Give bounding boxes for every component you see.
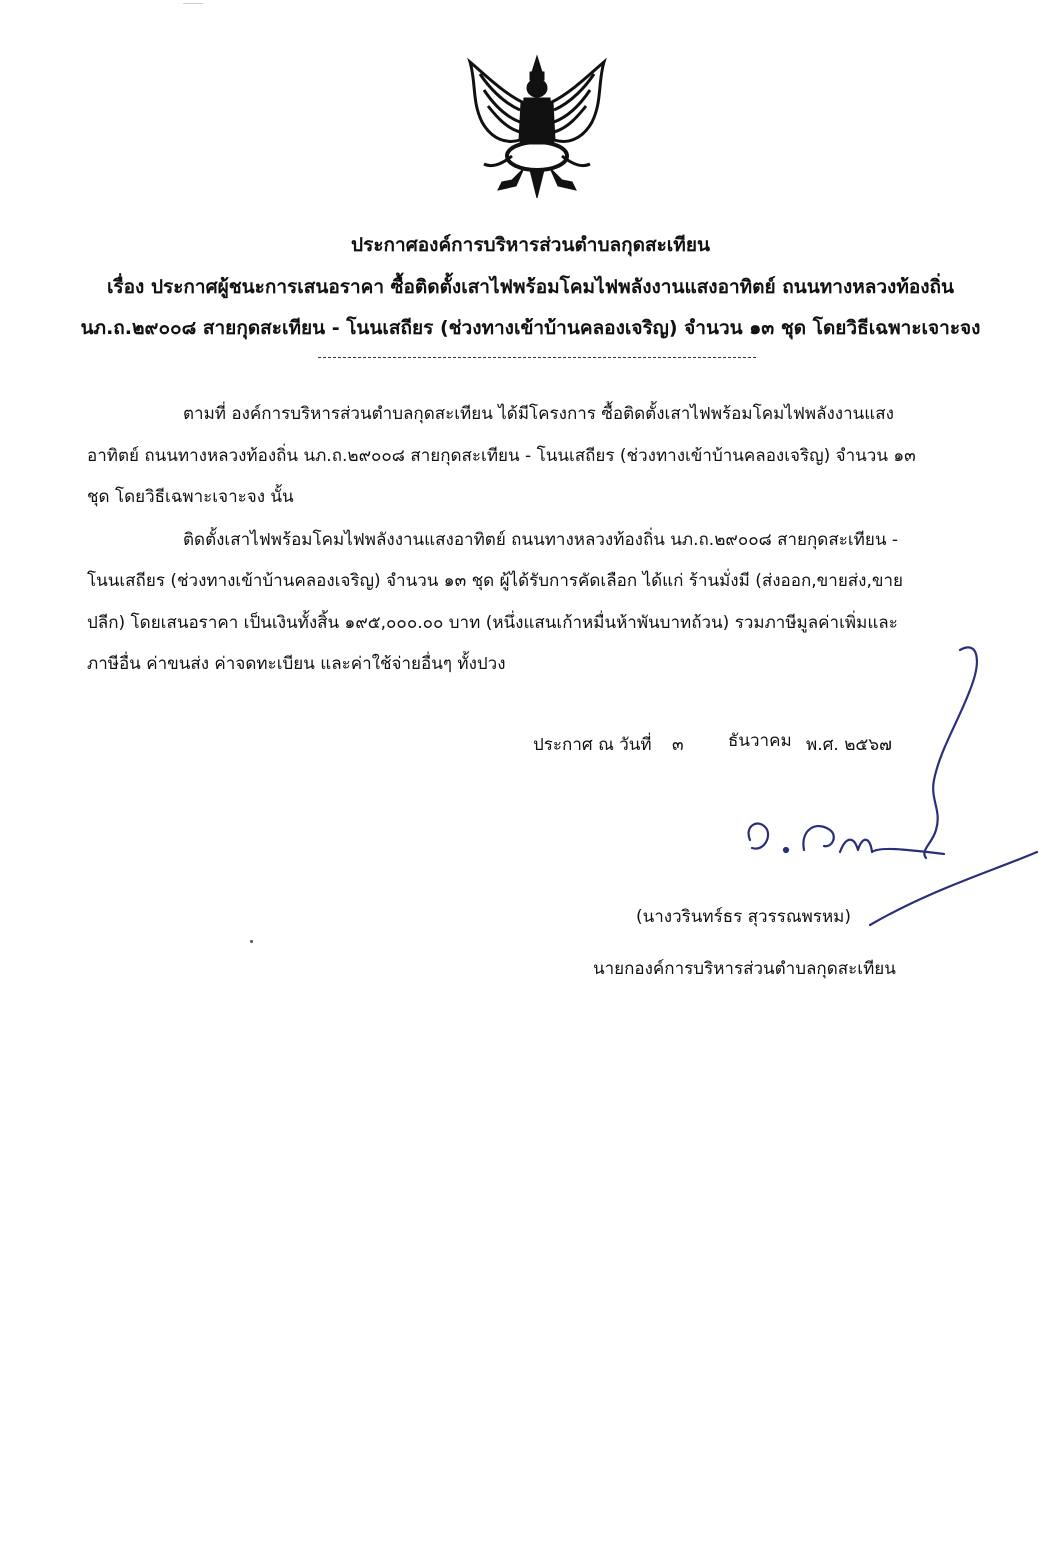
signatory-position: นายกองค์การบริหารส่วนตำบลกุดสะเทียน <box>593 959 896 979</box>
garuda-emblem-icon <box>462 52 612 202</box>
paragraph-1-line-1: ตามที่ องค์การบริหารส่วนตำบลกุดสะเทียน ได้มีโครงการ ซื้อติดตั้งเสาไฟพร้อมโคมไฟพลังงานแสง <box>183 404 894 424</box>
date-prefix: ประกาศ ณ วันที่ <box>533 735 652 755</box>
date-year: พ.ศ. ๒๕๖๗ <box>806 735 892 755</box>
scan-speck <box>183 3 203 4</box>
scan-speck <box>250 940 253 943</box>
paragraph-2-line-1: ติดตั้งเสาไฟพร้อมโคมไฟพลังงานแสงอาทิตย์ ถนนทางหลวงท้องถิ่น นภ.ถ.๒๙๐๐๘ สายกุดสะเทียน - <box>183 530 898 550</box>
handwritten-signature <box>720 640 1061 930</box>
header-divider <box>318 357 756 358</box>
paragraph-2-line-4: ภาษีอื่น ค่าขนส่ง ค่าจดทะเบียน และค่าใช้จ่ายอื่นๆ ทั้งปวง <box>87 654 506 674</box>
signatory-name: (นางวรินทร์ธร สุวรรณพรหม) <box>636 907 851 927</box>
date-month: ธันวาคม <box>728 731 792 751</box>
paragraph-1-line-3: ชุด โดยวิธีเฉพาะเจาะจง นั้น <box>87 487 294 507</box>
paragraph-1-line-2: อาทิตย์ ถนนทางหลวงท้องถิ่น นภ.ถ.๒๙๐๐๘ สายกุดสะเทียน - โนนเสถียร (ช่วงทางเข้าบ้านคลองเจริญ) จำนวน ๑๓ <box>87 446 916 466</box>
announcement-title: ประกาศองค์การบริหารส่วนตำบลกุดสะเทียน <box>351 234 710 256</box>
announcement-subject-continued: นภ.ถ.๒๙๐๐๘ สายกุดสะเทียน - โนนเสถียร (ช่วงทางเข้าบ้านคลองเจริญ) จำนวน ๑๓ ชุด โดยวิธีเฉพาะเจาะจง <box>80 317 981 339</box>
date-day: ๓ <box>672 735 684 755</box>
paragraph-2-line-2: โนนเสถียร (ช่วงทางเข้าบ้านคลองเจริญ) จำนวน ๑๓ ชุด ผู้ได้รับการคัดเลือก ได้แก่ ร้านมั่งมี (ส่งออก,ขายส่ง,ขาย <box>87 571 903 591</box>
announcement-subject: เรื่อง ประกาศผู้ชนะการเสนอราคา ซื้อติดตั้งเสาไฟพร้อมโคมไฟพลังงานแสงอาทิตย์ ถนนทางหลวงท้องถิ่น <box>106 276 955 298</box>
paragraph-2-line-3: ปลีก) โดยเสนอราคา เป็นเงินทั้งสิ้น ๑๙๕,๐๐๐.๐๐ บาท (หนึ่งแสนเก้าหมื่นห้าพันบาทถ้วน) รวมภาษีมูลค่าเพิ่มและ <box>87 613 898 633</box>
